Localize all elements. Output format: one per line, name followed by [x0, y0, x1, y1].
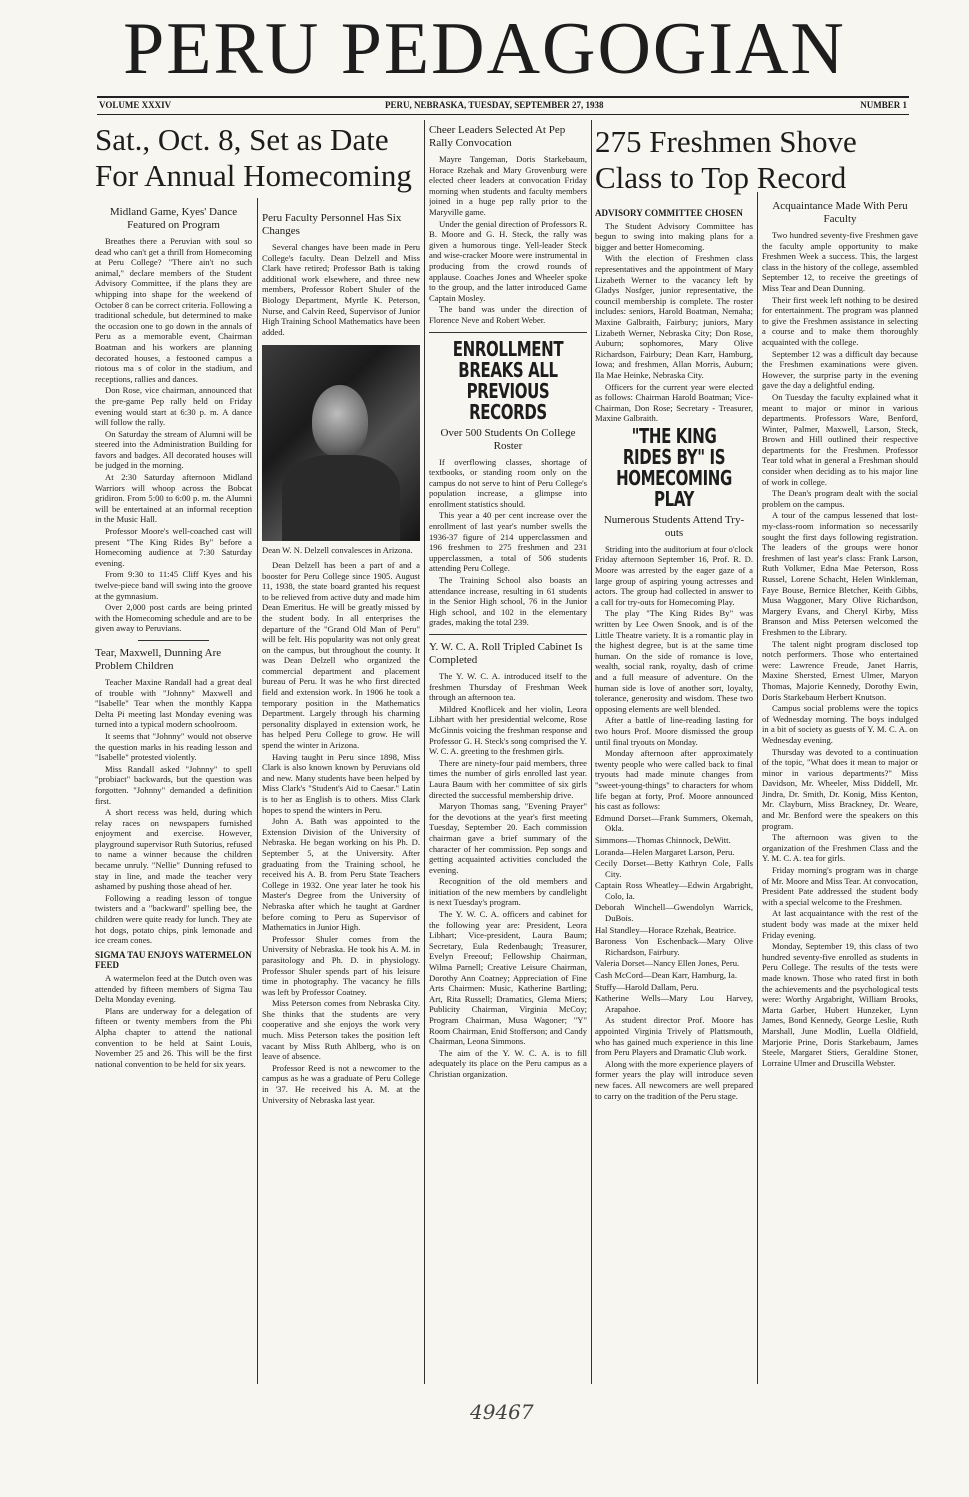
- freshmen-subhead: Acquaintance Made With Peru Faculty: [772, 200, 908, 225]
- freshmen-paragraph: The afternoon was given to the organization of the Freshmen Class and the Y. M. C. A. tea for girls.: [762, 832, 918, 864]
- enrollment-paragraph: If overflowing classes, shortage of textbooks, or standing room only on the campus do not serve to hint of Peru College's population increase, a glimpse into enrollment statistics should.: [429, 456, 587, 509]
- homecoming-paragraph: On Saturday the stream of Alumni will be steered into the Administration Building for favors and badges. All decorated houses will be judged in the morning.: [95, 428, 252, 471]
- king-paragraph: Along with the more experience players of former years the play will introduce seven new faces. All newcomers are well prepared to carry on the tradition of the Peru stage.: [595, 1058, 753, 1101]
- cheer-paragraph: The band was under the direction of Florence Neve and Robert Weber.: [429, 304, 587, 325]
- column-rule: [424, 120, 425, 1384]
- freshmen-paragraph: Thursday was devoted to a continuation of the topic, "What does it mean to major or minor in various departments?" Miss Davidson, Mr. Wheeler, Miss Diddell, Mr. Jindra, Dr. Smith, Dr. Konig, Miss Kenton, Mr. Clayburn, Miss Brackney, Dr. Weare, and Mr. Benford were the speakers on this program.: [762, 746, 918, 831]
- cast-entry: Cecily Dorset—Betty Kathryn Cole, Falls City.: [595, 858, 753, 879]
- homecoming-paragraph: Over 2,000 post cards are being printed with the Homecoming schedule and are to be given away to Peruvians.: [95, 602, 252, 634]
- column-1: [95, 202, 252, 1392]
- king-paragraph: As student director Prof. Moore has appointed Virginia Trively of Plattsmouth, who has gained much experience in this line from Peru Players and Dramatic Club work.: [595, 1015, 753, 1058]
- column-3: [429, 124, 587, 1390]
- king-headline: "THE KING RIDES BY" IS HOMECOMING PLAY: [616, 423, 732, 511]
- advisory-headline: ADVISORY COMMITTEE CHOSEN: [595, 208, 743, 218]
- tear-paragraph: Teacher Maxine Randall had a great deal of trouble with "Johnny" Maxwell and "Isabelle" Tear when the monthly Kappa Delta Pi meeting last Monday evening was turned into a typical modern schoolroom.: [95, 676, 252, 730]
- section-divider: [429, 634, 587, 635]
- freshmen-paragraph: On Tuesday the faculty explained what it meant to major or minor in various departments. Professors Ware, Benford, Winter, Palmer, Maxwell, Larson, Steck, Brown and Hill outlined their respective departments for the Freshmen. Professor Tear told what in general a Freshman should consider when deciding as to his major line of work in college.: [762, 391, 918, 487]
- faculty-paragraph: John A. Bath was appointed to the Extension Division of the University of Nebraska. He began working on his Ph. D. September 5, at the University. After graduating from the Training school, he received his A. B. from Peru State Teachers College in 1932. One year later he took his Master's Degree from the University of Nebraska after which he taught at Gardner before coming to Peru as Supervisor of Mathematics in Junior High.: [262, 816, 420, 933]
- cast-list: [595, 813, 753, 1015]
- advisory-paragraph: With the election of Freshmen class representatives and the appointment of Mary Lizabeth Werner to the vacancy left by Gladys Nosfger, junior representative, the council membership is complete. The roster includes: seniors, Harold Boatman, Nemaha; Maxine Galbraith, Fairbury; juniors, Mary Lizabeth Werner, Nebraska City; Don Rose, Auburn; sophomores, Mary Olive Richardson, Fairbury; Dean Karr, Hamburg, Iowa; and freshmen, Allan Morris, Auburn; Ila Mae Heinke, Nebraska City.: [595, 253, 753, 380]
- ywca-paragraph: Mildred Knoflicek and her violin, Leora Libhart with her presidential welcome, Rose McGinnis voicing the freshman response and Professor G. H. Steck's song comprised the Y. W. C. A. greeting to the freshmen girls.: [429, 703, 587, 757]
- sigma-paragraph: A watermelon feed at the Dutch oven was attended by fifteen members of Sigma Tau Delta Monday evening.: [95, 973, 252, 1005]
- section-divider: [429, 332, 587, 333]
- column-rule: [257, 198, 258, 1384]
- enrollment-paragraph: This year a 40 per cent increase over the enrollment of last year's number swells the 1936-37 figure of 214 upperclassmen and 196 freshmen to 275 freshmen and 231 upperclassmen, a total of 506 students attending Peru College.: [429, 510, 587, 574]
- tear-paragraph: It seems that "Johnny" would not observe the question marks in his reading lesson and "Isabelle" protested violently.: [95, 730, 252, 763]
- king-paragraph: Striding into the auditorium at four o'clock Friday afternoon September 16, Prof. R. D. Moore was arrested by the eager gaze of a large group of aspiring young actresses and actors. The group had collected in answer to a call for try-outs for Homecoming Play.: [595, 543, 753, 607]
- cast-entry: Deborah Winchell—Gwendolyn Warrick, DuBois.: [595, 902, 753, 924]
- homecoming-paragraph: Don Rose, vice chairman, announced that the pre-game Pep rally held on Friday evening would start at 6:30 p. m. A dance will follow the rally.: [95, 385, 252, 428]
- ywca-paragraph: Recognition of the old members and initiation of the new members by candlelight is next Tuesday's program.: [429, 876, 587, 908]
- faculty-paragraph: Miss Peterson comes from Nebraska City. She thinks that the students are very cooperative and she enjoys the work very much. Miss Peterson takes the position left vacant by Miss Ruth Ahlberg, who is on leave of absence.: [262, 998, 420, 1062]
- cast-entry: Stuffy—Harold Dallam, Peru.: [595, 981, 699, 992]
- tear-headline: Tear, Maxwell, Dunning Are Problem Children: [95, 646, 222, 672]
- cast-entry: Hal Standley—Horace Rzehak, Beatrice.: [595, 924, 737, 935]
- column-rule: [591, 120, 592, 1384]
- king-paragraph: Monday afternoon after approximately twenty people who were called back to final tryouts had made minute changes from "sweet-young-things" to characters for whom life began at forty, Prof. Moore announced his cast as follows:: [595, 748, 753, 812]
- column-rule: [757, 192, 758, 1384]
- faculty-paragraph: Dean Delzell has been a part of and a booster for Peru College since 1905. August 11, 1938, the state board granted his request to be relieved from active duty and made him Dean Emeritus. He will be greatly missed by the student body. In all enterprises the departure of the "Grand Old Man of Peru" will be felt. His popularity was not only great on the campus, but throughout the county. It was Dean Delzell who organized the commercial department and placement bureau of Peru. It was he who first directed field and extension work. In 1906 he took a temporary position in the Mathematics Department. Largely through his charming personality displayed in extension work, he has helped Peru College to grow. He will spend the winter in Arizona.: [262, 559, 420, 751]
- freshmen-paragraph: Two hundred seventy-five Freshmen gave the faculty ample opportunity to make Freshmen Week a success. This, the largest class in the history of the college, assembled September 12, to receive the greetings of Miss Tear and Dean Dunning.: [762, 230, 918, 293]
- dean-photo: [262, 345, 420, 541]
- freshmen-paragraph: September 12 was a difficult day because the Freshmen examinations were given. However, the surprise party in the evening gave the day a delightful ending.: [762, 348, 918, 391]
- ywca-headline: Y. W. C. A. Roll Tripled Cabinet Is Completed: [429, 641, 583, 666]
- freshmen-paragraph: The Dean's program dealt with the social problem on the campus.: [762, 488, 918, 509]
- homecoming-paragraph: From 9:30 to 11:45 Cliff Kyes and his twelve-piece band will swing into the groove at the gymnasium.: [95, 569, 252, 601]
- homecoming-paragraph: At 2:30 Saturday afternoon Midland Warriors will whoop across the Bobcat gridiron. From 5:00 to 6:00 p. m. the Alumni will be entertained at an informal reception in the Music Hall.: [95, 472, 252, 525]
- cast-entry: Valeria Dorset—Nancy Ellen Jones, Peru.: [595, 958, 740, 969]
- cheer-headline: Cheer Leaders Selected At Pep Rally Convocation: [429, 124, 566, 149]
- ywca-paragraph: Maryon Thomas sang, "Evening Prayer" for the devotions at the year's first meeting Tuesday, September 20. Each commission chairman gave a brief summary of the character of her commission. Pep songs and getting acquainted activities concluded the evening.: [429, 801, 587, 875]
- faculty-paragraph: Having taught in Peru since 1898, Miss Clark is also known known by Peruvians old and new. Many students have been helped by Miss Clark's "Student's Aid to Caesar." Latin is to her as English is to others. Miss Clark hopes to spend the winters in Peru.: [262, 751, 420, 815]
- cast-entry: Captain Ross Wheatley—Edwin Argabright, Colo, Ia.: [595, 880, 753, 901]
- tear-paragraph: A short recess was held, during which relay races on newspapers furnished enjoyment and exercise. However, playground supervisor Ruth Sutorius, refused to name a winner because the children became unruly. "Nellie" Dunning refused to stay in line, and made the teacher very ashamed by pushing those ahead of her.: [95, 807, 252, 892]
- king-paragraph: The play "The King Rides By" was written by Lee Owen Snook, and is of the Little Theatre variety. It is a romantic play in the highest degree, but is at the same time human. On the side of romance is love, wealth, social rank, royalty, dash of crime and a full measure of adventure. On the human side is love of another sort, loyalty, tolerance, generosity and wisdom. These two opposing elements are well blended.: [595, 608, 753, 714]
- section-divider: [138, 640, 209, 641]
- ywca-paragraph: There are ninety-four paid members, three times the number of girls enrolled last year. Laura Baum with her committee of six girls directed the successful membership drive.: [429, 757, 587, 800]
- freshmen-paragraph: Friday morning's program was in charge of Mr. Moore and Miss Tear. At convocation, President Pate addressed the student body with a special welcome to the Freshmen.: [762, 865, 918, 907]
- handwritten-number: 49467: [470, 1400, 534, 1424]
- photo-caption: Dean W. N. Delzell convalesces in Arizona.: [262, 545, 413, 556]
- enrollment-paragraph: The Training School also boasts an attendance increase, resulting in 61 students in the Senior High school, 76 in the Junior High school, and 102 in the elementary grades, making the total 239.: [429, 575, 587, 628]
- faculty-headline: Peru Faculty Personnel Has Six Changes: [262, 212, 402, 237]
- sigma-headline: SIGMA TAU ENJOYS WATERMELON FEED: [95, 949, 252, 971]
- portrait-face: [312, 385, 368, 457]
- tear-paragraph: Following a reading lesson of tongue twisters and a "backward" spelling bee, the children were quite ready for lunch. They ate hot dogs, potato chips, pink lemonade and ice cream cones.: [95, 892, 252, 946]
- enrollment-headline: ENROLLMENT BREAKS ALL PREVIOUS RECORDS: [452, 336, 564, 424]
- dateline: [97, 96, 909, 115]
- tear-paragraph: Miss Randall asked "Johnny" to spell "probiact" backwards, but the question was forgotten. "Johnny" demanded a definition first.: [95, 763, 252, 806]
- issue-number: NUMBER 1: [860, 100, 907, 110]
- king-paragraph: After a battle of line-reading lasting for two hours Prof. Moore dismissed the group until final tryouts on Monday.: [595, 715, 753, 747]
- place-date: PERU, NEBRASKA, TUESDAY, SEPTEMBER 27, 1938: [385, 100, 604, 110]
- column-5: [762, 196, 918, 1398]
- masthead: PERU PEDAGOGIAN: [123, 8, 846, 90]
- faculty-paragraph: Professor Shuler comes from the University of Nebraska. He took his A. M. in parasitology and Ph. D. in physiology. Professor Shuler spends part of his leisure time in photography. The vacancy he fills was left by Professor Coatney.: [262, 933, 420, 997]
- column-4: [595, 204, 753, 1390]
- homecoming-headline-box: [95, 122, 417, 202]
- volume-label: VOLUME XXXIV: [99, 100, 172, 110]
- sigma-paragraph: Plans are underway for a delegation of fifteen or twenty members from the Phi Alpha chapter to attend the national convention to be held at Saint Louis, November 25 and 26. This will be the first national convention to be held for six years.: [95, 1005, 252, 1069]
- freshmen-paragraph: Monday, September 19, this class of two hundred seventy-five enrolled as students in Peru College. The results of the tests were made known. Those who rated first in both the achievements and the psychological tests were: Worthy Argabright, William Brooks, Marta Garber, Hubert Hunzeker, Lynn James, Bond Kennedy, George Leslie, Ruth Marshall, June Modlin, Luella Oldfield, Marjorie Prine, Doris Starkebaum, James Steele, Margaret Stiers, Geraldine Stoner, Lorraine Ulmer and Druscilla Webster.: [762, 941, 918, 1068]
- portrait-body: [282, 455, 400, 541]
- freshmen-paragraph: Campus social problems were the topics of Wednesday morning. The boys indulged in a bit of society as guests of Y. M. C. A. on Wednesday evening.: [762, 703, 918, 745]
- cast-entry: Baroness Von Eschenback—Mary Olive Richardson, Fairbury.: [595, 936, 753, 957]
- faculty-paragraph: Professor Reed is not a newcomer to the campus as he was a graduate of Peru College in '37. He received his A. M. at the University of Nebraska last year.: [262, 1062, 420, 1105]
- freshmen-headline-box: [595, 124, 915, 196]
- homecoming-headline: Sat., Oct. 8, Set as Date For Annual Homecoming: [95, 122, 412, 193]
- ywca-paragraph: The aim of the Y. W. C. A. is to fill adequately its place on the Peru campus as a Christian organization.: [429, 1047, 587, 1079]
- advisory-paragraph: The Student Advisory Committee has begun to swing into making plans for a bigger and better Homecoming.: [595, 220, 753, 252]
- cast-entry: Loranda—Helen Margaret Larson, Peru.: [595, 846, 735, 857]
- ywca-paragraph: The Y. W. C. A. officers and cabinet for the following year are: President, Leora Libhart; Vice-president, Laura Baum; Secretary, Eula Redenbaugh; Treasurer, Evelyn Freeouf; Fellowship Chairman, Wilma Parnell; Creative Leisure Chairman, Dorothy Ann Coatney; Appreciation of Fine Arts Chairmen: Music, Katherine Bartling; Art, Rita Russell; Dramatics, Glema Miers; Publicity Chairman, Virginia McCoy; Program Chairman, Musa Wagoner; "Y" Room Chairman, Enid Stofferson; and Candy Chairman, Leona Simmons.: [429, 909, 587, 1047]
- king-subhead: Numerous Students Attend Try-outs: [603, 513, 745, 539]
- freshmen-paragraph: At last acquaintance with the rest of the student body was made at the mixer held Friday evening.: [762, 908, 918, 940]
- freshmen-paragraph: The talent night program disclosed top notch performers. Those who entertained were: Lawrence Freude, Janet Harris, Maxine Shersted, Ernest Ulmer, Maryon Thomas, Majorie Kennedy, Dorothy Ewin, Doris Starkebaum Herbert Knutson.: [762, 638, 918, 702]
- freshmen-paragraph: Their first week left nothing to be desired for entertainment. The program was planned to give the Freshmen assistance in selecting a course and to make them thoroughly acquainted with the college.: [762, 294, 918, 347]
- cast-entry: Cash McCord—Dean Karr, Hamburg, Ia.: [595, 970, 737, 981]
- cast-entry: Edmund Dorset—Frank Summers, Okemah, Okla.: [595, 812, 753, 834]
- homecoming-subhead: Midland Game, Kyes' Dance Featured on Program: [109, 206, 238, 231]
- cheer-paragraph: Mayre Tangeman, Doris Starkebaum, Horace Rzehak and Mary Grovenburg were elected cheer leaders at convocation Friday morning when students and faculty members joined in a huge pep rally prior to the Maryville game.: [429, 154, 587, 217]
- advisory-paragraph: Officers for the current year were elected as follows: Chairman Harold Boatman; Vice-Chairman, Don Rose; Secretary - Treasurer, Maxine Galbraith.: [595, 381, 753, 424]
- homecoming-paragraph: Professor Moore's well-coached cast will present "The King Rides By" before a Homecoming audience at 7:30 Saturday evening.: [95, 526, 252, 568]
- cheer-paragraph: Under the genial direction of Professors R. B. Moore and G. H. Steck, the rally was given a humorous tinge. Yell-leader Steck and wise-cracker Moore were instrumental in producing from the crowd rounds of applause. Coaches Jones and Wheeler spoke to the group, and the latter introduced Game Captain Mosley.: [429, 218, 587, 303]
- faculty-intro: Several changes have been made in Peru College's faculty. Dean Delzell and Miss Clark have retired; Professor Bath is taking additional work elsewhere, and three new members, Professor Robert Shuler of the Biology Department, Myrtle K. Peterson, Nurse, and Calvin Reed, Supervisor of Junior High Training School Mathematics have been added.: [262, 242, 420, 337]
- freshmen-paragraph: A tour of the campus lessened that lost-my-class-room information so necessarily sought the first days following registration. The leaders of the groups were honor freshmen of last year's class: Frank Larson, Ruth Volkmer, Edna Mae Peterson, Ross Russel, Lorene Schacht, Helen Winkleman, Faye Bouse, Bernice Bletcher, Keith Gibbs, Musa Waggoner, Mary Olive Richardson, Margery Evans, and Cheryl Kirby, Miss Branson and Miss Petersen welcomed the Freshmen to the Library.: [762, 510, 918, 637]
- cast-entry: Simmons—Thomas Chinnock, DeWitt.: [595, 834, 731, 845]
- cast-entry: Katherine Wells—Mary Lou Harvey, Arapahoe.: [595, 993, 753, 1014]
- homecoming-paragraph: Breathes there a Peruvian with soul so dead who can't get a thrill from Homecoming at Peru College? "There ain't no such animal," declare members of the Student Advisory Committee, if the plans they are whipping into shape for the weekend of October 8 can be correct criteria. Following a traditional schedule, but determined to make the occasion one to go down in the annals of Peru as a memorable event, Chairman Boatman and his workers are planning decorated houses, a festooned campus a riotous ma s of color in the stadium, and receptions, rallies and dances.: [95, 236, 252, 384]
- column-2: [262, 210, 420, 1390]
- enrollment-subhead: Over 500 Students On College Roster: [440, 426, 576, 452]
- freshmen-headline: 275 Freshmen Shove Class to Top Record: [595, 124, 857, 195]
- ywca-paragraph: The Y. W. C. A. introduced itself to the freshmen Thursday of Freshman Week through an afternoon tea.: [429, 671, 587, 703]
